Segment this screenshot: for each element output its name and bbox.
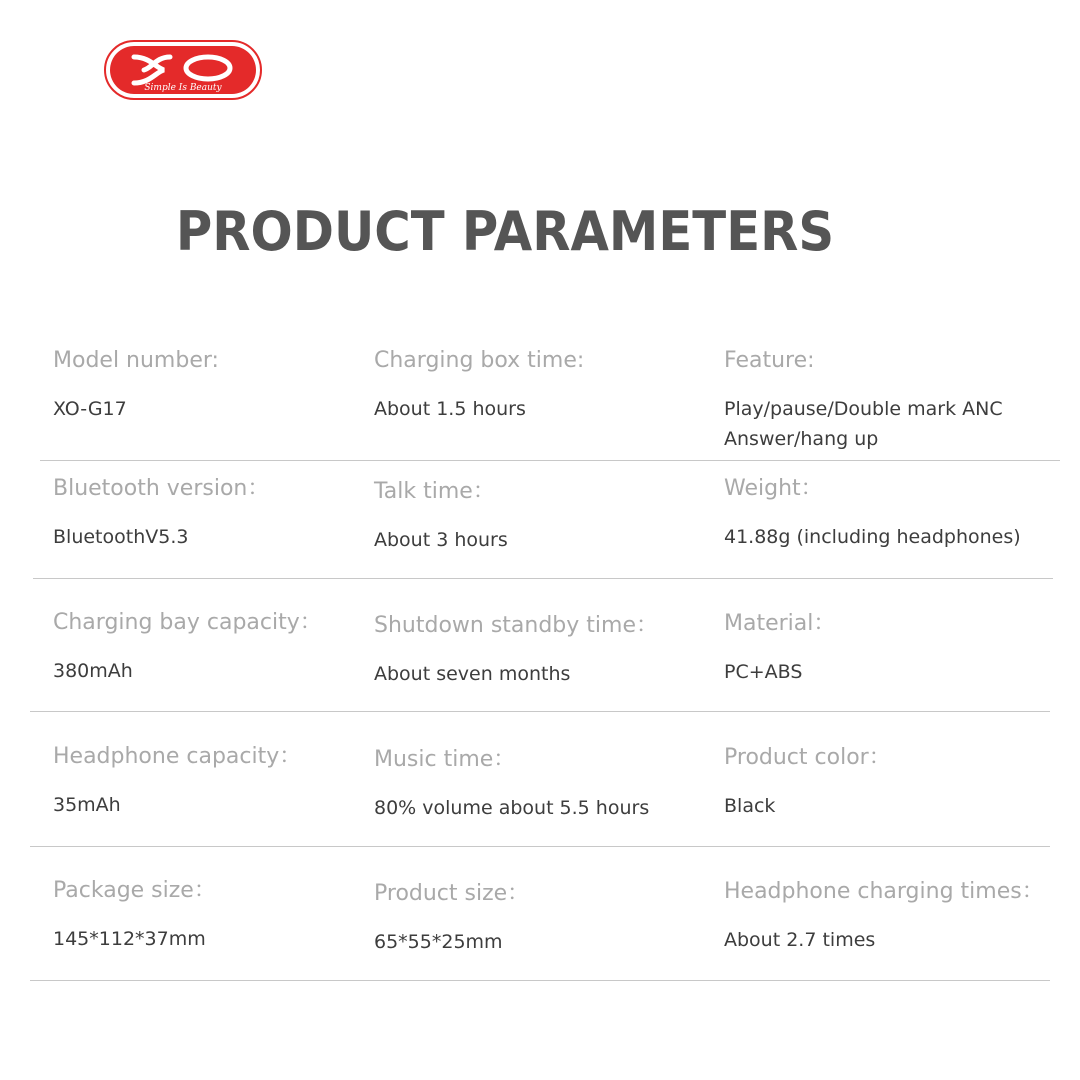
param-value: BluetoothV5.3 (53, 526, 189, 548)
row-divider (40, 460, 1060, 461)
param-value: 65*55*25mm (374, 931, 503, 953)
param-value: PC+ABS (724, 661, 803, 683)
param-label: Model number: (53, 348, 219, 373)
param-value: About 1.5 hours (374, 398, 526, 420)
param-label: Weight： (724, 476, 823, 501)
param-model-number (53, 346, 219, 424)
param-label: Product color： (724, 745, 891, 770)
param-label: Headphone capacity： (53, 744, 302, 769)
brand-logo (104, 40, 262, 100)
row-divider (30, 980, 1050, 981)
param-shutdown-standby-time (374, 611, 658, 689)
param-value: 380mAh (53, 660, 133, 682)
row-divider (30, 711, 1050, 712)
param-weight (724, 474, 1021, 552)
param-product-size (374, 879, 529, 957)
brand-slogan: Simple Is Beauty (144, 83, 222, 93)
param-value: Play/pause/Double mark ANC (724, 398, 1003, 420)
param-value-line2: Answer/hang up (724, 428, 879, 450)
param-value: 35mAh (53, 794, 121, 816)
param-talk-time (374, 477, 508, 555)
param-label: Music time： (374, 747, 516, 772)
param-value: About seven months (374, 663, 571, 685)
param-value: 80% volume about 5.5 hours (374, 797, 650, 819)
param-label: Charging box time: (374, 348, 585, 373)
param-charging-bay-capacity (53, 608, 322, 686)
param-value: Black (724, 795, 776, 817)
param-label: Material： (724, 611, 836, 636)
param-headphone-capacity (53, 742, 301, 820)
param-label: Talk time： (374, 479, 495, 504)
param-material (724, 609, 835, 687)
param-label: Feature: (724, 348, 815, 373)
param-charging-box-time (374, 346, 584, 424)
param-bluetooth-version (53, 474, 269, 552)
row-divider (33, 578, 1053, 579)
param-label: Shutdown standby time： (374, 613, 658, 638)
param-value: 145*112*37mm (53, 928, 206, 950)
param-label: Charging bay capacity： (53, 610, 322, 635)
row-divider (30, 846, 1050, 847)
param-headphone-charging-times (724, 877, 1044, 955)
param-value: 41.88g (including headphones) (724, 526, 1021, 548)
param-label: Product size： (374, 881, 530, 906)
param-value: XO-G17 (53, 398, 127, 420)
param-product-color (724, 743, 891, 821)
page-title: PRODUCT PARAMETERS (175, 200, 835, 263)
param-feature (724, 346, 1003, 454)
param-value: About 3 hours (374, 529, 508, 551)
param-label: Bluetooth version： (53, 476, 270, 501)
param-value: About 2.7 times (724, 929, 876, 951)
param-label: Package size： (53, 878, 216, 903)
param-label: Headphone charging times： (724, 879, 1044, 904)
param-music-time (374, 745, 649, 823)
param-package-size (53, 876, 216, 954)
